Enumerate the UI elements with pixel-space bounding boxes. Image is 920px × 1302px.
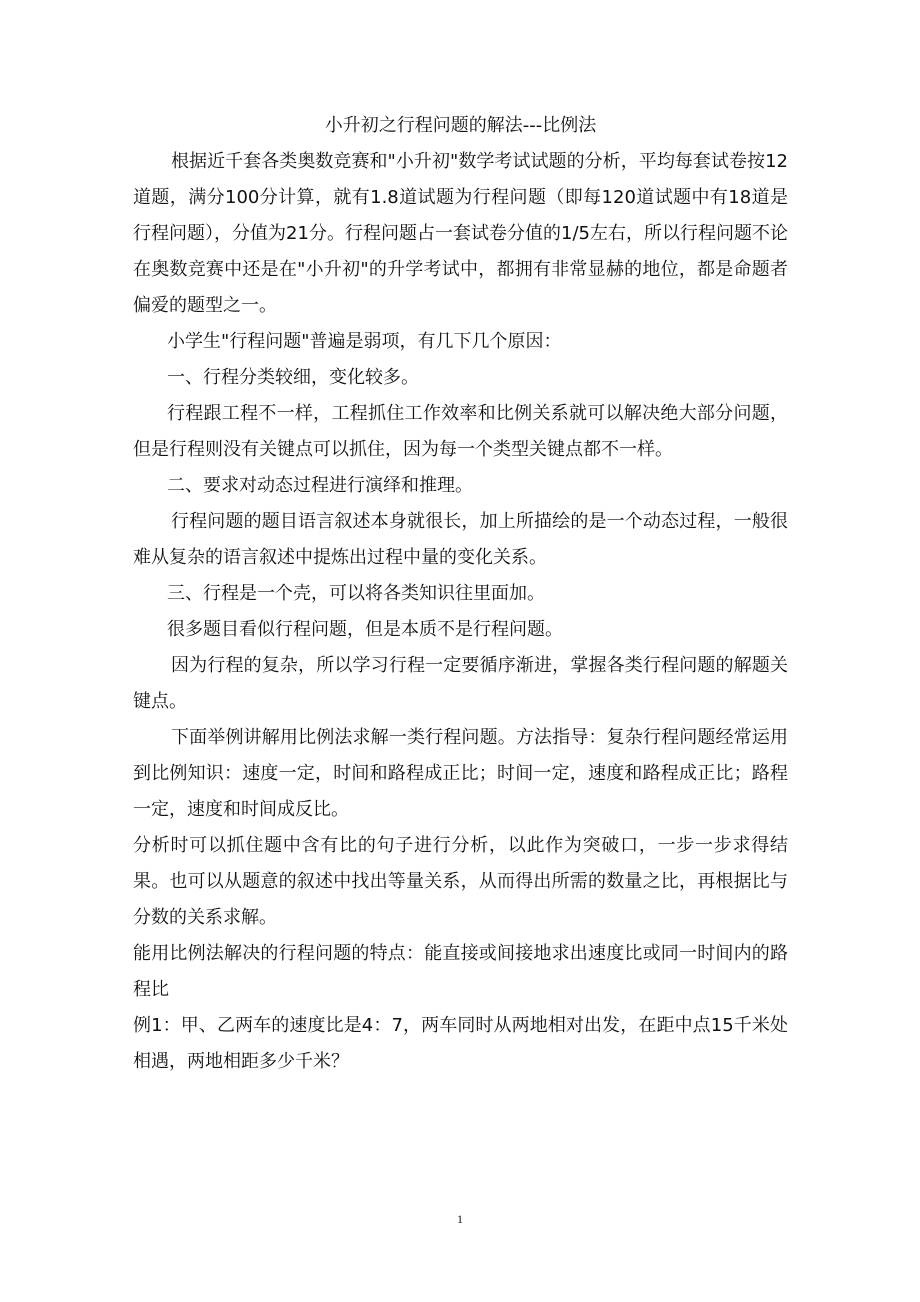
paragraph-reason-3: 三、行程是一个壳，可以将各类知识往里面加。 — [167, 583, 545, 604]
document-body — [133, 108, 788, 1080]
paragraph-reason-2-detail: 行程问题的题目语言叙述本身就很长，加上所描绘的是一个动态过程，一般很难从复杂的语言叙述中提炼出过程中量的变化关系。 — [133, 511, 788, 568]
paragraph-reason-1: 一、行程分类较细，变化较多。 — [167, 367, 419, 388]
paragraph-method-guide: 下面举例讲解用比例法求解一类行程问题。方法指导：复杂行程问题经常运用到比例知识：速度一定，时间和路程成正比；时间一定，速度和路程成正比；路程一定，速度和时间成反比。 — [133, 727, 788, 820]
document-title: 小升初之行程问题的解法---比例法 — [324, 115, 597, 136]
paragraph-example-1: 例1：甲、乙两车的速度比是4：7，两车同时从两地相对出发，在距中点15千米处相遇，两地相距多少千米？ — [133, 1015, 788, 1072]
paragraph-features: 能用比例法解决的行程问题的特点：能直接或间接地求出速度比或同一时间内的路程比 — [133, 943, 788, 1000]
paragraph-study-advice: 因为行程的复杂，所以学习行程一定要循序渐进，掌握各类行程问题的解题关键点。 — [133, 655, 788, 712]
page-number: 1 — [457, 1212, 463, 1226]
paragraph-reason-1-detail: 行程跟工程不一样，工程抓住工作效率和比例关系就可以解决绝大部分问题，但是行程则没有关键点可以抓住，因为每一个类型关键点都不一样。 — [133, 403, 788, 460]
paragraph-intro: 根据近千套各类奥数竞赛和"小升初"数学考试试题的分析，平均每套试卷按12道题，满分100分计算，就有1.8道试题为行程问题（即每120道试题中有18道是行程问题），分值为21分。行程问题占一套试卷分值的1/5左右，所以行程问题不论在奥数竞赛中还是在"小升初"的升学考试中，都拥有非常显赫的地位，都是命题者偏爱的题型之一。 — [133, 151, 788, 316]
paragraph-analysis: 分析时可以抓住题中含有比的句子进行分析，以此作为突破口，一步一步求得结果。也可以从题意的叙述中找出等量关系，从而得出所需的数量之比，再根据比与分数的关系求解。 — [133, 835, 788, 928]
paragraph-reason-2: 二、要求对动态过程进行演绎和推理。 — [167, 475, 473, 496]
paragraph-reason-3-detail: 很多题目看似行程问题，但是本质不是行程问题。 — [167, 619, 563, 640]
paragraph-reasons-lead: 小学生"行程问题"普遍是弱项，有几下几个原因： — [167, 331, 562, 352]
